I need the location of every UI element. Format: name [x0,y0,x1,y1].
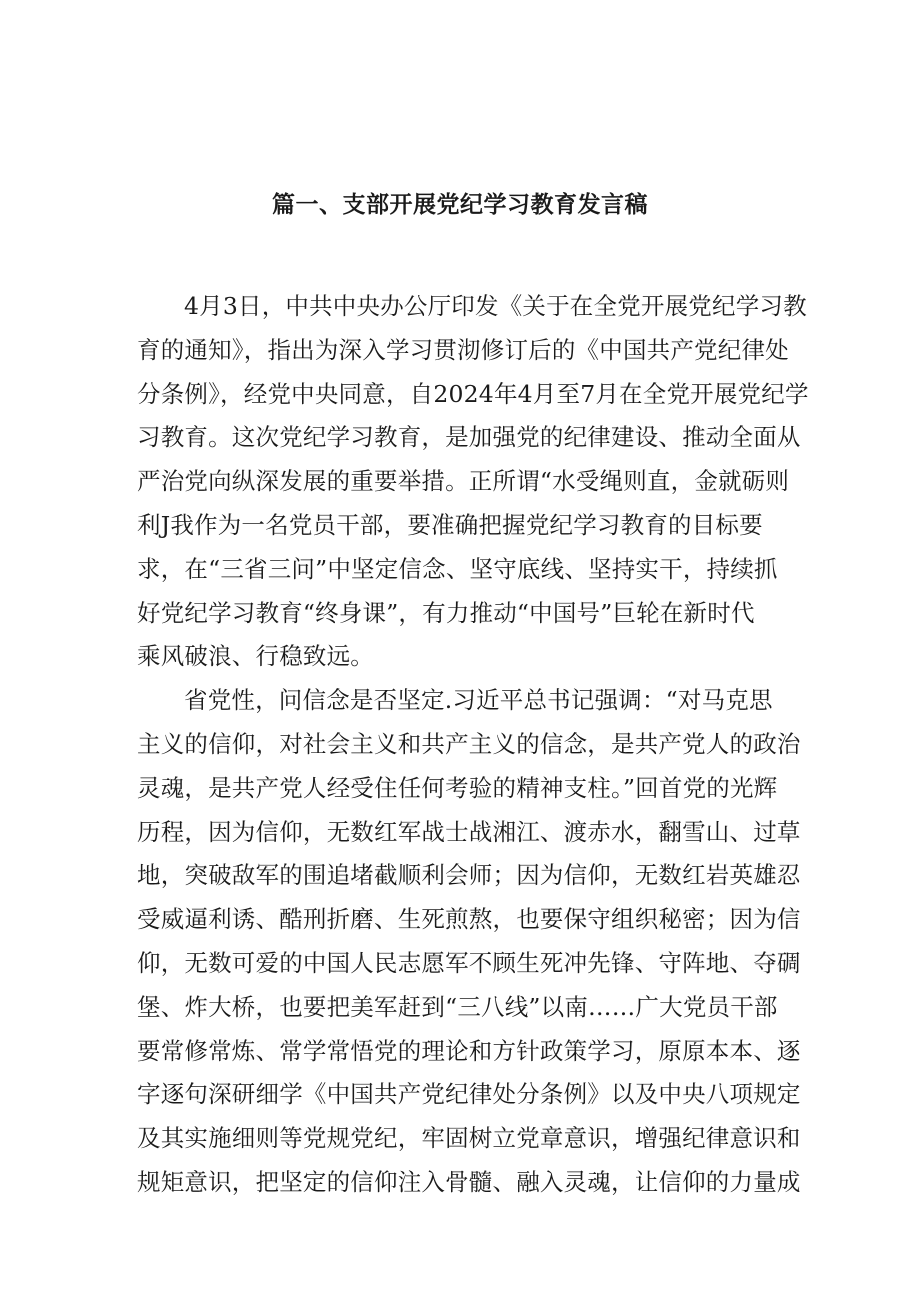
text-line: 灵魂，是共产党人经受住任何考验的精神支柱。”回首党的光辉 [137,773,778,802]
text-line: 要常修常炼、常学常悟党的理论和方针政策学习，原原本本、逐 [137,1036,801,1065]
text-line: 利J我作为一名党员干部，要准确把握党纪学习教育的目标要 [137,510,763,539]
text-line: 仰，无数可爱的中国人民志愿军不顾生死冲先锋、守阵地、夺碉 [137,948,801,977]
text-line: 4月3日，中共中央办公厅印发《关于在全党开展党纪学习教 [184,292,807,320]
text-line: 习教育。这次党纪学习教育，是加强党的纪律建设、推动全面从 [137,423,801,452]
text-line: 规矩意识，把坚定的信仰注入骨髓、融入灵魂，让信仰的力量成 [137,1167,801,1196]
text-line: 求，在“三省三问”中坚定信念、坚守底线、坚持实干，持续抓 [137,554,778,583]
text-line: 严治党向纵深发展的重要举措。正所谓“水受绳则直，金就砺则 [137,467,790,496]
text-line: 历程，因为信仰，无数红军战士战湘江、渡赤水，翻雪山、过草 [137,817,801,846]
document-title: 篇一、支部开展党纪学习教育发言稿 [272,192,648,218]
text-line: 地，突破敌军的围追堵截顺利会师；因为信仰，无数红岩英雄忍 [137,861,801,890]
text-line: 省党性，问信念是否坚定.习近平总书记强调：“对马克思 [184,686,773,715]
text-line: 及其实施细则等党规党纪，牢固树立党章意识，增强纪律意识和 [137,1124,801,1153]
text-line: 受威逼利诱、酷刑折磨、生死煎熬，也要保守组织秘密；因为信 [137,905,801,934]
text-line: 好党纪学习教育“终身课”，有力推动“中国号”巨轮在新时代 [137,598,755,627]
text-line: 分条例》，经党中央同意，自2024年4月至7月在全党开展党纪学 [137,379,809,408]
text-line: 字逐句深研细学《中国共产党纪律处分条例》以及中央八项规定 [137,1080,801,1109]
text-line: 堡、炸大桥，也要把美军赶到“三八线”以南……广大党员干部 [137,992,778,1021]
paragraph-intro [137,285,809,679]
text-line: 乘风破浪、行稳致远。 [137,642,374,671]
text-line: 主义的信仰，对社会主义和共产主义的信念，是共产党人的政治 [137,729,801,758]
document-body [137,285,809,1205]
paragraph-party-spirit [137,679,801,1205]
text-line: 育的通知》，指出为深入学习贯沏修订后的《中国共产党纪律处 [137,335,789,364]
